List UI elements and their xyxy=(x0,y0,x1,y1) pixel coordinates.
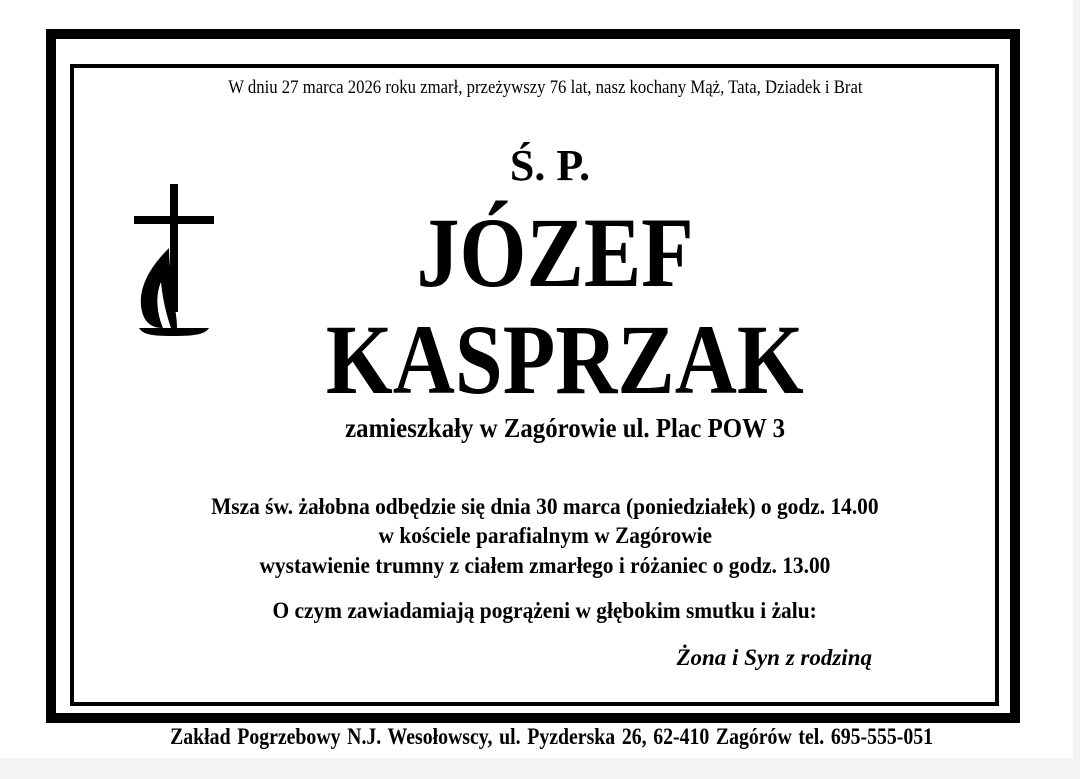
address-text: zamieszkały w Zagórowie ul. Plac POW 3 xyxy=(345,413,785,443)
intro-text-content: W dniu 27 marca 2026 roku zmarł, przeżywszy 76 lat, nasz kochany Mąż, Tata, Dziadek i Brat xyxy=(227,77,863,98)
first-name-text: JÓZEF xyxy=(416,197,694,308)
prefix-sp xyxy=(10,140,1080,191)
mourners-line-text: O czym zawiadamiają pogrążeni w głębokim smutku i żalu: xyxy=(272,598,818,623)
footer-funeral-home xyxy=(12,724,1080,750)
mourners-line xyxy=(5,598,1080,624)
intro-text xyxy=(85,77,1005,99)
footer-text: Zakład Pogrzebowy N.J. Wesołowscy, ul. Pyzderska 26, 62-410 Zagórów tel. 695-555-051 xyxy=(170,724,934,749)
last-name-text: KASPRZAK xyxy=(326,304,804,415)
background-strip xyxy=(0,758,1080,779)
last-name xyxy=(25,304,1080,415)
signature: Żona i Syn z rodziną xyxy=(676,645,872,670)
mass-line-text: wystawienie trumny z ciałem zmarłego i różaniec o godz. 13.00 xyxy=(259,553,831,578)
address xyxy=(25,413,1080,444)
first-name xyxy=(15,197,1080,308)
mass-line xyxy=(5,553,1080,579)
mass-line-text: w kościele parafialnym w Zagórowie xyxy=(378,523,712,548)
prefix-text: Ś. P. xyxy=(509,141,591,190)
mass-line-text: Msza św. żałobna odbędzie się dnia 30 marca (poniedziałek) o godz. 14.00 xyxy=(211,494,879,519)
mass-line xyxy=(5,494,1080,520)
mass-line xyxy=(5,523,1080,549)
